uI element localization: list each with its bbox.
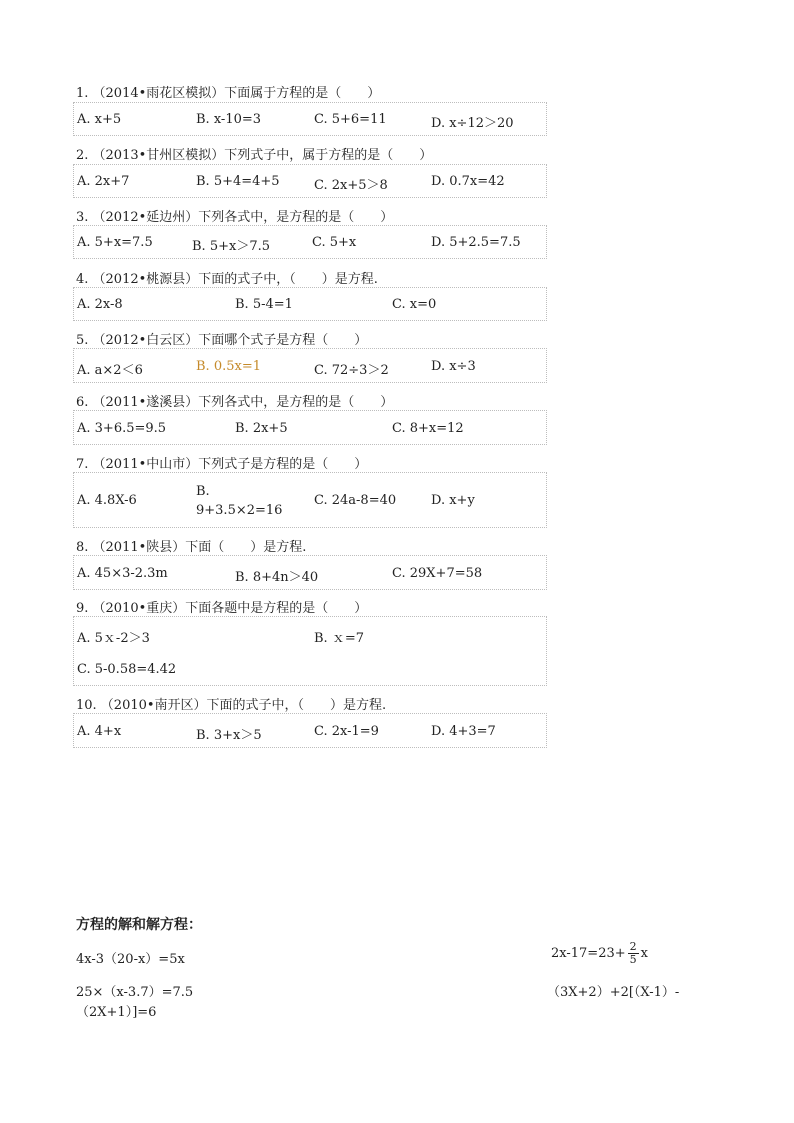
question-8-stem: 8. （2011•陕县）下面（ ）是方程. bbox=[76, 540, 307, 555]
question-10-options bbox=[73, 713, 547, 748]
question-1-stem: 1. （2014•雨花区模拟）下面属于方程的是（ ） bbox=[76, 86, 381, 101]
question-6-options bbox=[73, 410, 547, 445]
option-b: B. 9+3.5×2=16 bbox=[196, 484, 283, 518]
equation-3: 25×（x-3.7）=7.5 bbox=[76, 985, 194, 1000]
option-a: A. a×2＜6 bbox=[77, 363, 143, 378]
fraction-denominator: 5 bbox=[629, 953, 637, 966]
option-d: D. 4+3=7 bbox=[431, 724, 496, 739]
question-3-stem: 3. （2012•延边州）下列各式中，是方程的是（ ） bbox=[76, 210, 394, 225]
option-b: B. 5+4=4+5 bbox=[196, 174, 280, 189]
option-d: D. x÷12＞20 bbox=[431, 116, 514, 131]
option-c: C. x=0 bbox=[392, 297, 437, 312]
question-8-options bbox=[73, 555, 547, 590]
option-a: A. 5+x=7.5 bbox=[77, 235, 153, 250]
equation-2 bbox=[551, 941, 648, 966]
option-b: B. 5+x＞7.5 bbox=[192, 239, 270, 254]
option-c: C. 72÷3＞2 bbox=[314, 363, 389, 378]
option-c: C. 5+x bbox=[312, 235, 357, 250]
question-4-options bbox=[73, 287, 547, 321]
option-b: B. ｘ=7 bbox=[314, 631, 364, 646]
equation-4-line-2: （2X+1）]=6 bbox=[76, 1005, 157, 1020]
option-d: D. x+y bbox=[431, 493, 475, 508]
option-b: B. x-10=3 bbox=[196, 112, 262, 127]
question-6-stem: 6. （2011•遂溪县）下列各式中，是方程的是（ ） bbox=[76, 395, 394, 410]
question-10-stem: 10. （2010•南开区）下面的式子中，（ ）是方程. bbox=[76, 698, 387, 713]
option-b: B. 3+x＞5 bbox=[196, 728, 262, 743]
question-2-stem: 2. （2013•甘州区模拟）下列式子中，属于方程的是（ ） bbox=[76, 148, 433, 163]
question-9-options bbox=[73, 616, 547, 686]
question-9-stem: 9. （2010•重庆）下面各题中是方程的是（ ） bbox=[76, 601, 368, 616]
question-7-stem: 7. （2011•中山市）下列式子是方程的是（ ） bbox=[76, 457, 368, 472]
option-a: A. 5ｘ-2＞3 bbox=[77, 631, 150, 646]
option-a: A. 4.8X-6 bbox=[77, 493, 137, 508]
option-c: C. 2x-1=9 bbox=[314, 724, 379, 739]
option-b: B. 2x+5 bbox=[235, 421, 288, 436]
option-a: A. 2x-8 bbox=[77, 297, 123, 312]
question-5-stem: 5. （2012•白云区）下面哪个式子是方程（ ） bbox=[76, 333, 368, 348]
option-a: A. x+5 bbox=[77, 112, 122, 127]
option-d: D. 0.7x=42 bbox=[431, 174, 505, 189]
option-a: A. 3+6.5=9.5 bbox=[77, 421, 167, 436]
question-7-options bbox=[73, 472, 547, 528]
equation-2-suffix: x bbox=[640, 946, 648, 961]
equation-2-prefix: 2x-17=23+ bbox=[551, 946, 626, 961]
option-a: A. 45×3-2.3m bbox=[77, 566, 168, 581]
fraction bbox=[628, 941, 639, 966]
option-a: A. 4+x bbox=[77, 724, 122, 739]
question-2-options bbox=[73, 164, 547, 198]
section-title: 方程的解和解方程： bbox=[76, 917, 202, 933]
option-c: C. 5-0.58=4.42 bbox=[77, 662, 177, 677]
option-c: C. 8+x=12 bbox=[392, 421, 464, 436]
option-d: D. 5+2.5=7.5 bbox=[431, 235, 521, 250]
question-3-options bbox=[73, 225, 547, 259]
question-4-stem: 4. （2012•桃源县）下面的式子中，（ ）是方程. bbox=[76, 272, 378, 287]
question-5-options bbox=[73, 348, 547, 383]
question-1-options bbox=[73, 102, 547, 136]
option-b: B. 5-4=1 bbox=[235, 297, 293, 312]
option-b-highlighted: B. 0.5x=1 bbox=[196, 359, 261, 374]
option-c: C. 5+6=11 bbox=[314, 112, 387, 127]
equation-1: 4x-3（20-x）=5x bbox=[76, 952, 185, 967]
option-c: C. 2x+5＞8 bbox=[314, 178, 388, 193]
option-b: B. 8+4n＞40 bbox=[235, 570, 319, 585]
option-a: A. 2x+7 bbox=[77, 174, 130, 189]
option-c: C. 29X+7=58 bbox=[392, 566, 483, 581]
fraction-numerator: 2 bbox=[629, 940, 637, 953]
equation-4-line-1: （3X+2）+2[（X-1）- bbox=[547, 985, 680, 1000]
option-d: D. x÷3 bbox=[431, 359, 476, 374]
option-c: C. 24a-8=40 bbox=[314, 493, 397, 508]
